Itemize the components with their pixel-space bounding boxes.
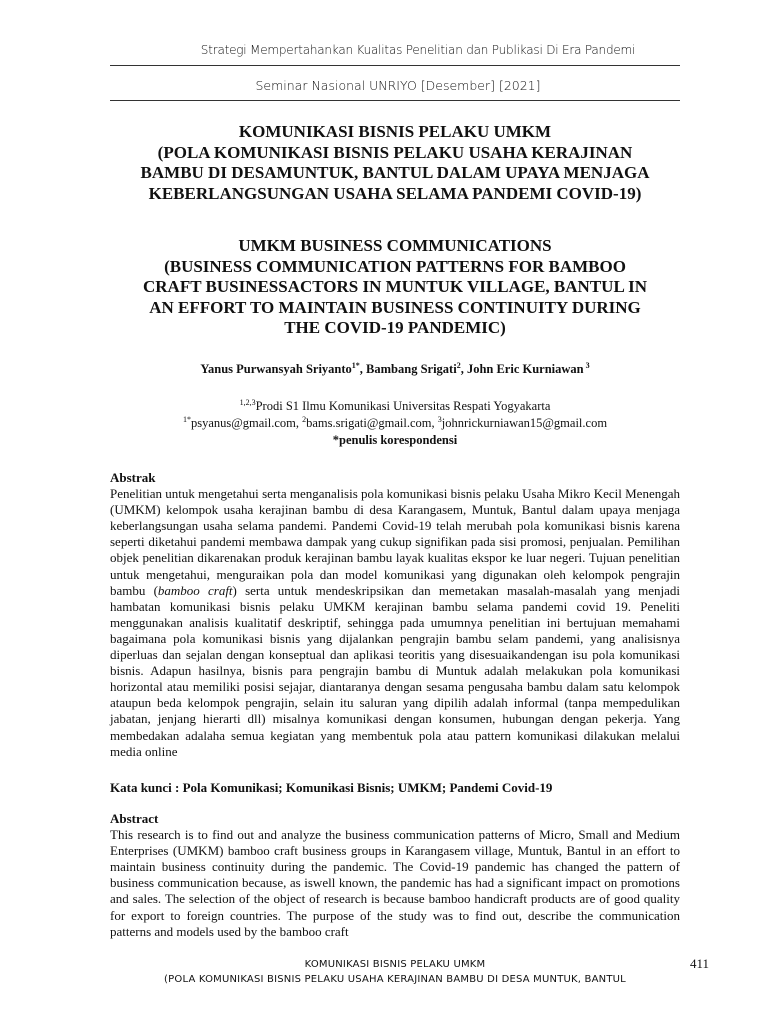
abstract-section [110, 811, 680, 940]
email-superscript: 1* [182, 414, 191, 424]
author-email[interactable]: johnrickurniawan15@gmail.com [441, 416, 608, 430]
author-list [110, 362, 680, 377]
title-line: AN EFFORT TO MAINTAIN BUSINESS CONTINUITY DURING [149, 297, 641, 317]
author-email[interactable]: bams.srigati@gmail.com, [306, 416, 438, 430]
author-name: , John Eric Kurniawan [460, 362, 584, 376]
running-footer [110, 957, 680, 987]
abstract-heading: Abstract [110, 811, 159, 826]
title-line: (POLA KOMUNIKASI BISNIS PELAKU USAHA KERAJINAN [157, 142, 633, 162]
affiliation-text: Prodi S1 Ilmu Komunikasi Universitas Respati Yogyakarta [255, 399, 551, 413]
email-superscript: 3 [437, 414, 442, 424]
author-superscript: 2 [456, 360, 461, 370]
title-line: CRAFT BUSINESSACTORS IN MUNTUK VILLAGE, BANTUL IN [143, 277, 647, 296]
title-line: BAMBU DI DESAMUNTUK, BANTUL DALAM UPAYA MENJAGA [140, 163, 650, 182]
author-name: Yanus Purwansyah Sriyanto [200, 362, 352, 376]
keywords-line: Kata kunci : Pola Komunikasi; Komunikasi Bisnis; UMKM; Pandemi Covid-19 [110, 780, 553, 795]
abstrak-section [110, 470, 680, 760]
page-number: 411 [690, 956, 710, 971]
author-superscript: 3 [583, 360, 590, 370]
email-line [110, 415, 680, 432]
running-header-title: Strategi Mempertahankan Kualitas Penelitian dan Publikasi Di Era Pandemi [200, 43, 636, 57]
header-divider [110, 65, 680, 66]
email-superscript: 2 [302, 414, 307, 424]
title-line: KEBERLANGSUNGAN USAHA SELAMA PANDEMI COVID-19) [148, 183, 642, 203]
title-line: KOMUNIKASI BISNIS PELAKU UMKM [238, 122, 552, 141]
title-indonesian [110, 122, 680, 204]
abstrak-text: ) serta untuk mendeskripsikan dan memetakan masalah-masalah yang menjadi hambatan komunikasi bisnis pelaku UMKM kerajinan bambu selama pandemi covid 19. Peneliti menggunakan analisis kualitatif deskriptif, sehingga pada umumnya penelitian ini bertujuan memahami bagaimana pola komunikasi bisnis yang dijalankan pengrajin bambu selam pandemi, yang analisisnya diperluas dan sejalan dengan konseptual dan aplikasi teoritis yang disesuaikandengan isu pola komunikasi bisnis. Adapun hasilnya, bisnis para pengrajin bambu di Muntuk adalah melakukan pola komunikasi horizontal atau memiliki posisi sejajar, diantaranya dengan sesama pengusaha bambu dalam satu kelompok ataupun beda kelompok pengrajin, selain itu saluran yang dipilih adalah informal (tanpa mempedulikan jabatan, jenjang hierarti dll) misalnya komunikasi dengan konsumen, hubungan dengan pekerja. Yang membedakan adalaha semua kegiatan yang membentuk pola atau pattern komunikasi dilakukan melalui media online [110, 582, 680, 759]
abstrak-heading: Abstrak [110, 470, 156, 485]
author-name: , Bambang Srigati [359, 362, 457, 376]
abstrak-text: Penelitian untuk mengetahui serta menganalisis pola komunikasi bisnis pelaku Usaha Mikro Kecil Menengah (UMKM) kelompok usaha kerajinan bambu di desa Karangasem, Muntuk, Bantul dalam upaya menjaga keberlangsungan usaha selama pandemi. Pandemi Covid-19 telah merubah pola komunikasi bisnis karena seperti diketahui pandemi membawa dampak yang cukup signifikan pada sisi promosi, penjualan. Pemilihan objek penelitian dikarenakan produk kerajinan bambu layak kualitas ekspor ke luar negeri. Tujuan penelitian untuk mengetahui, menguraikan pola dan model komunikasi yang digunakan oleh kelompok pengrajin bambu ( [110, 486, 680, 598]
affiliation-line [110, 398, 680, 415]
footer-line: (POLA KOMUNIKASI BISNIS PELAKU USAHA KERAJINAN BAMBU DI DESA MUNTUK, BANTUL [164, 974, 626, 985]
affiliation-superscript: 1,2,3 [239, 397, 256, 407]
author-email[interactable]: psyanus@gmail.com, [190, 416, 303, 430]
abstract-body: This research is to find out and analyze the business communication patterns of Micro, Small and Medium Enterprises (UMKM) bamboo craft business groups in Karangasem village, Muntuk, Bantul in an effort to maintain business continuity during the pandemic. The Covid-19 pandemic has changed the pattern of business communication because, as iswell known, the pandemic has had a significant impact on promotions and sales. The selection of the object of research is because bamboo handicraft products are of good quality for export to foreign countries. The purpose of the study was to find out, describe the communication patterns and models used by the bamboo craft [110, 827, 680, 939]
title-line: UMKM BUSINESS COMMUNICATIONS [238, 236, 552, 255]
title-english [110, 236, 680, 339]
affiliation-block [110, 398, 680, 449]
title-line: (BUSINESS COMMUNICATION PATTERNS FOR BAMBOO [164, 256, 626, 276]
header-divider [110, 100, 680, 101]
footer-line: KOMUNIKASI BISNIS PELAKU UMKM [304, 959, 486, 970]
abstrak-italic-term: bamboo craft [157, 582, 233, 598]
title-line: THE COVID-19 PANDEMIC) [284, 318, 506, 337]
abstrak-body [110, 486, 680, 760]
running-header-seminar: Seminar Nasional UNRIYO [Desember] [2021] [255, 78, 541, 93]
corresponding-note: *penulis korespondensi [332, 433, 458, 447]
author-superscript: 1* [351, 360, 360, 370]
